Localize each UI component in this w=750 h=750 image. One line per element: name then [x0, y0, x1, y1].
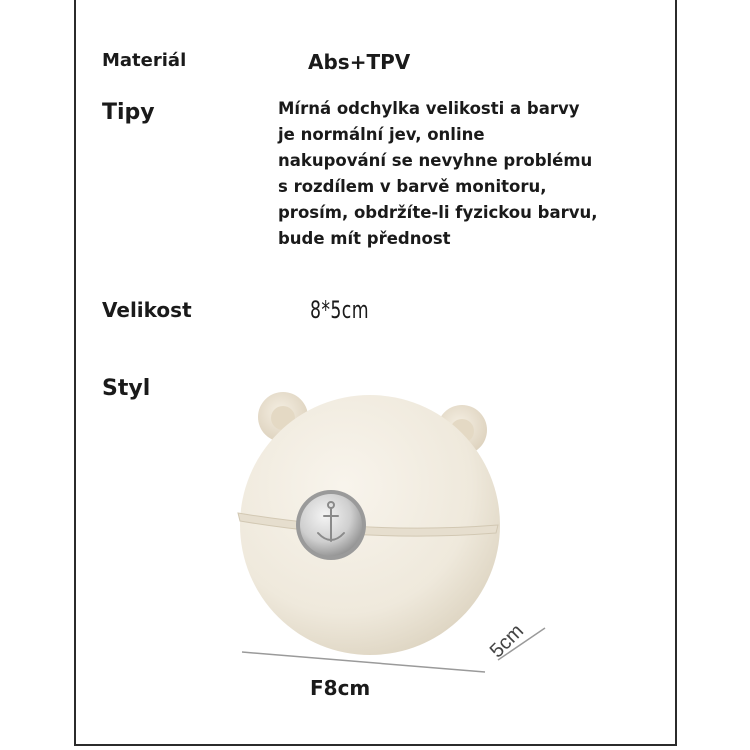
size-label: Velikost	[102, 298, 192, 322]
frame-right-border	[675, 0, 677, 746]
material-label: Materiál	[102, 50, 187, 71]
product-image	[200, 385, 560, 715]
frame-bottom-border	[74, 744, 677, 746]
tips-label: Tipy	[102, 100, 155, 125]
style-label: Styl	[102, 376, 151, 401]
tips-value: Mírná odchylka velikosti a barvy je normální jev, online nakupování se nevyhne problému s rozdílem v barvě monitoru, prosím, obdržíte-li fyzickou barvu, bude mít přednost	[278, 99, 598, 248]
depth-dimension: 5cm	[485, 620, 529, 663]
width-measure-line	[242, 652, 485, 672]
width-dimension: F8cm	[310, 676, 371, 700]
bear-ear-ball-container-image	[200, 385, 560, 715]
material-value: Abs+TPV	[308, 50, 411, 74]
frame-left-border	[74, 0, 76, 746]
size-value: 8*5cm	[310, 296, 369, 324]
